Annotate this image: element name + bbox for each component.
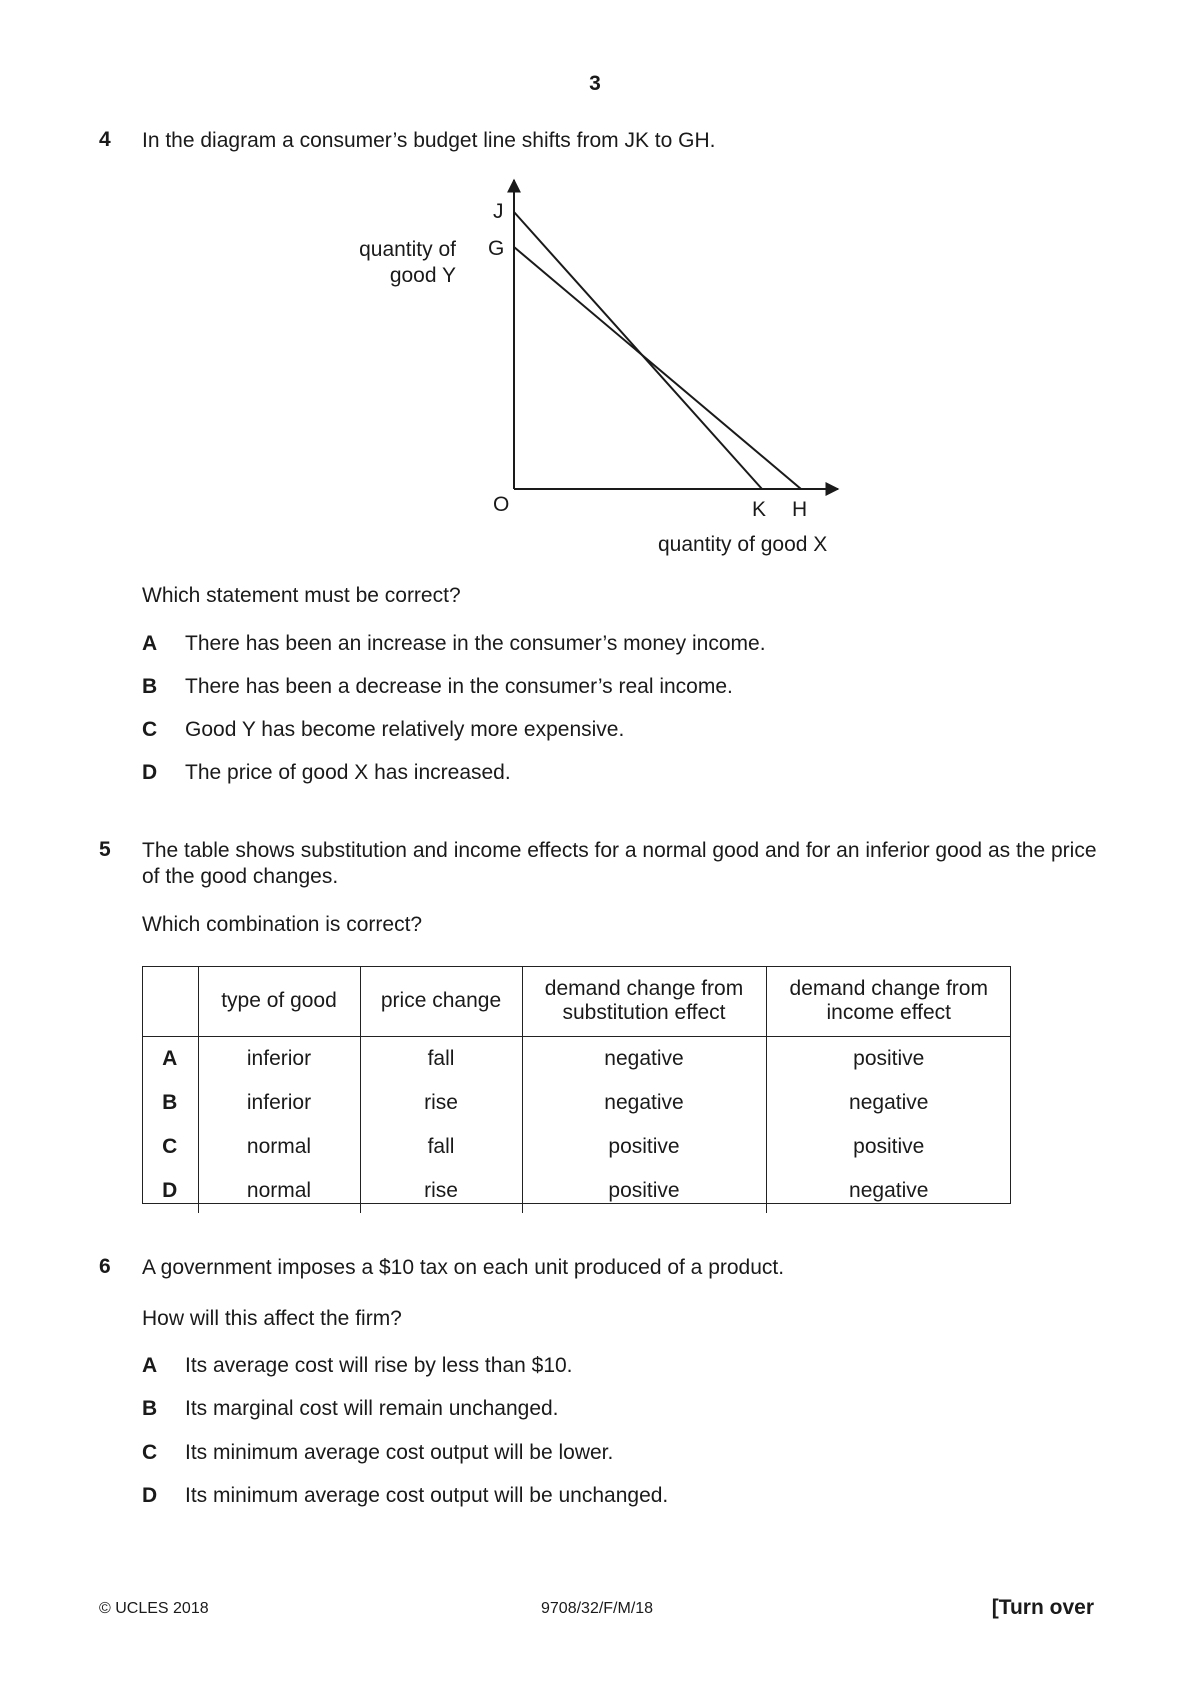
- question-6-intro: A government imposes a $10 tax on each unit produced of a product.: [142, 1256, 785, 1279]
- footer-paper-code: 9708/32/F/M/18: [541, 1600, 654, 1617]
- row-letter: B: [162, 1091, 178, 1114]
- table-row: [142, 1081, 1011, 1125]
- price-cell: fall: [360, 1125, 522, 1169]
- budget-line-diagram: [0, 0, 1190, 580]
- point-g-label: G: [488, 237, 505, 260]
- q4-option-b-text: There has been a decrease in the consumer’s real income.: [185, 675, 733, 698]
- question-6-stem: How will this affect the firm?: [142, 1307, 402, 1330]
- y-axis-label-line2: good Y: [389, 264, 456, 287]
- type-cell: inferior: [198, 1037, 360, 1082]
- table-header-income: demand change from income effect: [766, 966, 1011, 1037]
- question-5-intro: The table shows substitution and income effects for a normal good and for an inferior good as the price of the good changes.: [142, 839, 1097, 888]
- q4-option-d-letter: D: [142, 761, 158, 784]
- table-row: [142, 1037, 1011, 1082]
- table-header-letter: [142, 966, 198, 1037]
- question-6-number: 6: [99, 1255, 111, 1278]
- substitution-cell: positive: [522, 1169, 766, 1213]
- q4-option-c-text: Good Y has become relatively more expensive.: [185, 718, 625, 741]
- q4-option-c-letter: C: [142, 718, 158, 741]
- q6-option-a-letter: A: [142, 1354, 158, 1377]
- footer-copyright: © UCLES 2018: [99, 1600, 209, 1617]
- substitution-cell: negative: [522, 1081, 766, 1125]
- q4-option-a-text: There has been an increase in the consumer’s money income.: [185, 632, 766, 655]
- point-j-label: J: [493, 200, 504, 223]
- budget-line-gh: [514, 247, 801, 489]
- price-cell: fall: [360, 1037, 522, 1082]
- table-header-row: [142, 966, 1011, 1037]
- x-axis-label: quantity of good X: [658, 533, 828, 556]
- price-cell: rise: [360, 1169, 522, 1213]
- question-4-stem: Which statement must be correct?: [142, 584, 461, 607]
- footer-turn-over: [Turn over: [991, 1596, 1094, 1619]
- origin-label: O: [493, 493, 510, 516]
- y-axis-label-line1: quantity of: [359, 238, 456, 261]
- question-4-number: 4: [99, 128, 111, 151]
- table-row: [142, 1169, 1011, 1213]
- table-header-substitution: demand change from substitution effect: [522, 966, 766, 1037]
- question-4-intro: In the diagram a consumer’s budget line shifts from JK to GH.: [142, 129, 716, 152]
- row-letter: C: [162, 1135, 178, 1158]
- income-cell: positive: [766, 1037, 1011, 1082]
- q6-option-d-text: Its minimum average cost output will be unchanged.: [185, 1484, 669, 1507]
- row-letter: A: [162, 1047, 178, 1070]
- income-cell: negative: [766, 1081, 1011, 1125]
- q4-option-a-letter: A: [142, 632, 158, 655]
- q4-option-d-text: The price of good X has increased.: [185, 761, 511, 784]
- substitution-cell: positive: [522, 1125, 766, 1169]
- q4-option-b-letter: B: [142, 675, 158, 698]
- row-letter: D: [162, 1179, 178, 1202]
- table-header-price: price change: [360, 966, 522, 1037]
- point-h-label: H: [792, 498, 808, 521]
- price-cell: rise: [360, 1081, 522, 1125]
- q6-option-b-letter: B: [142, 1397, 158, 1420]
- table-row: [142, 1125, 1011, 1169]
- income-cell: negative: [766, 1169, 1011, 1213]
- type-cell: normal: [198, 1169, 360, 1213]
- type-cell: normal: [198, 1125, 360, 1169]
- substitution-cell: negative: [522, 1037, 766, 1082]
- effects-table: [142, 966, 1011, 1213]
- q6-option-d-letter: D: [142, 1484, 158, 1507]
- table-header-type: type of good: [198, 966, 360, 1037]
- q6-option-c-letter: C: [142, 1441, 158, 1464]
- q6-option-a-text: Its average cost will rise by less than $10.: [185, 1354, 573, 1377]
- point-k-label: K: [752, 498, 767, 521]
- q6-option-c-text: Its minimum average cost output will be lower.: [185, 1441, 614, 1464]
- type-cell: inferior: [198, 1081, 360, 1125]
- income-cell: positive: [766, 1125, 1011, 1169]
- page-number: 3: [589, 72, 601, 95]
- question-5-number: 5: [99, 838, 111, 861]
- question-5-stem: Which combination is correct?: [142, 913, 423, 936]
- q6-option-b-text: Its marginal cost will remain unchanged.: [185, 1397, 559, 1420]
